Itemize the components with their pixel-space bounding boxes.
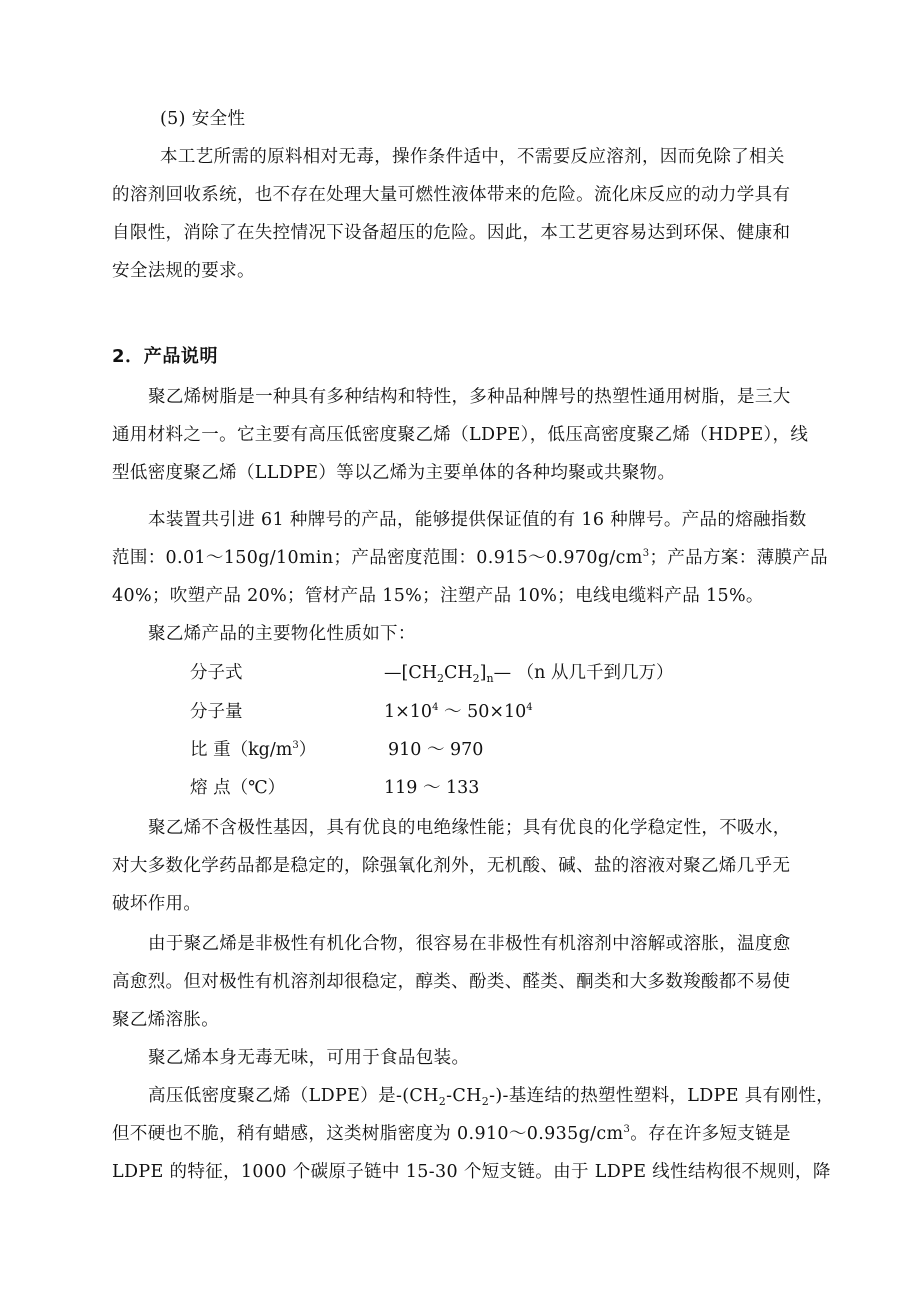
subsection-title: (5) 安全性	[160, 109, 246, 129]
prop-value-melting-point: 119 ～ 133	[384, 778, 480, 798]
paragraph-line: 自限性，消除了在失控情况下设备超压的危险。因此，本工艺更容易达到环保、健康和	[112, 223, 791, 243]
paragraph-line: 聚乙烯溶胀。	[112, 1010, 220, 1030]
paragraph-line: LDPE 的特征，1000 个碳原子链中 15-30 个短支链。由于 LDPE 线性结构很不规则，降	[112, 1162, 831, 1182]
paragraph-line: 聚乙烯树脂是一种具有多种结构和特性，多种品种牌号的热塑性通用树脂，是三大	[148, 387, 791, 407]
prop-label-molecular-weight: 分子量	[190, 702, 243, 722]
paragraph-line: 聚乙烯本身无毒无味，可用于食品包装。	[148, 1048, 470, 1068]
paragraph-line: 破坏作用。	[112, 894, 202, 914]
paragraph-line: 型低密度聚乙烯（LLDPE）等以乙烯为主要单体的各种均聚或共聚物。	[112, 463, 676, 483]
paragraph-line: 安全法规的要求。	[112, 261, 255, 281]
paragraph-line: 40%；吹塑产品 20%；管材产品 15%；注塑产品 10%；电线电缆料产品 15%。	[112, 586, 764, 606]
prop-label-density: 比 重$(kg/m^3)$	[190, 740, 317, 760]
paragraph-line: 的溶剂回收系统，也不存在处理大量可燃性液体带来的危险。流化床反应的动力学具有	[112, 185, 791, 205]
paragraph-line: 本工艺所需的原料相对无毒，操作条件适中，不需要反应溶剂，因而免除了相关	[160, 147, 785, 167]
paragraph-line: 聚乙烯产品的主要物化性质如下：	[148, 624, 416, 644]
prop-value-molecular-weight: $1\times 10^4$ ～ $50\times 10^4$	[384, 702, 533, 722]
prop-value-formula: $—[CH_2CH_2]_n—$ （n 从几千到几万）	[384, 663, 674, 685]
paragraph-line: 本装置共引进 61 种牌号的产品，能够提供保证值的有 16 种牌号。产品的熔融指数	[148, 510, 807, 530]
paragraph-line: 高愈烈。但对极性有机溶剂却很稳定，醇类、酚类、醛类、酮类和大多数羧酸都不易使	[112, 972, 791, 992]
prop-label-melting-point: 熔 点（℃）	[190, 778, 286, 798]
prop-label-formula: 分子式	[190, 663, 243, 683]
paragraph-line: 由于聚乙烯是非极性有机化合物，很容易在非极性有机溶剂中溶解或溶胀，温度愈	[148, 934, 791, 954]
paragraph-line: 但不硬也不脆，稍有蜡感，这类树脂密度为 $0.910\sim 0.935g/cm^3$。存在许多短支链是	[112, 1124, 791, 1144]
prop-value-density: 910 ～ 970	[388, 740, 484, 760]
paragraph-line: 对大多数化学药品都是稳定的，除强氧化剂外，无机酸、碱、盐的溶液对聚乙烯几乎无	[112, 856, 791, 876]
paragraph-line: 高压低密度聚乙烯（LDPE）是$-(CH_2-CH_2-)-$基连结的热塑性塑料，LDPE 具有刚性，	[148, 1086, 835, 1108]
paragraph-line: 聚乙烯不含极性基因，具有优良的电绝缘性能；具有优良的化学稳定性，不吸水，	[148, 818, 791, 838]
paragraph-line: 通用材料之一。它主要有高压低密度聚乙烯（LDPE），低压高密度聚乙烯（HDPE），线	[112, 425, 809, 445]
paragraph-line: 范围：0.01～150g/10min；产品密度范围：$0.915\sim 0.970g/cm^3$；产品方案：薄膜产品	[112, 548, 828, 568]
section-heading: 2．产品说明	[112, 346, 219, 367]
